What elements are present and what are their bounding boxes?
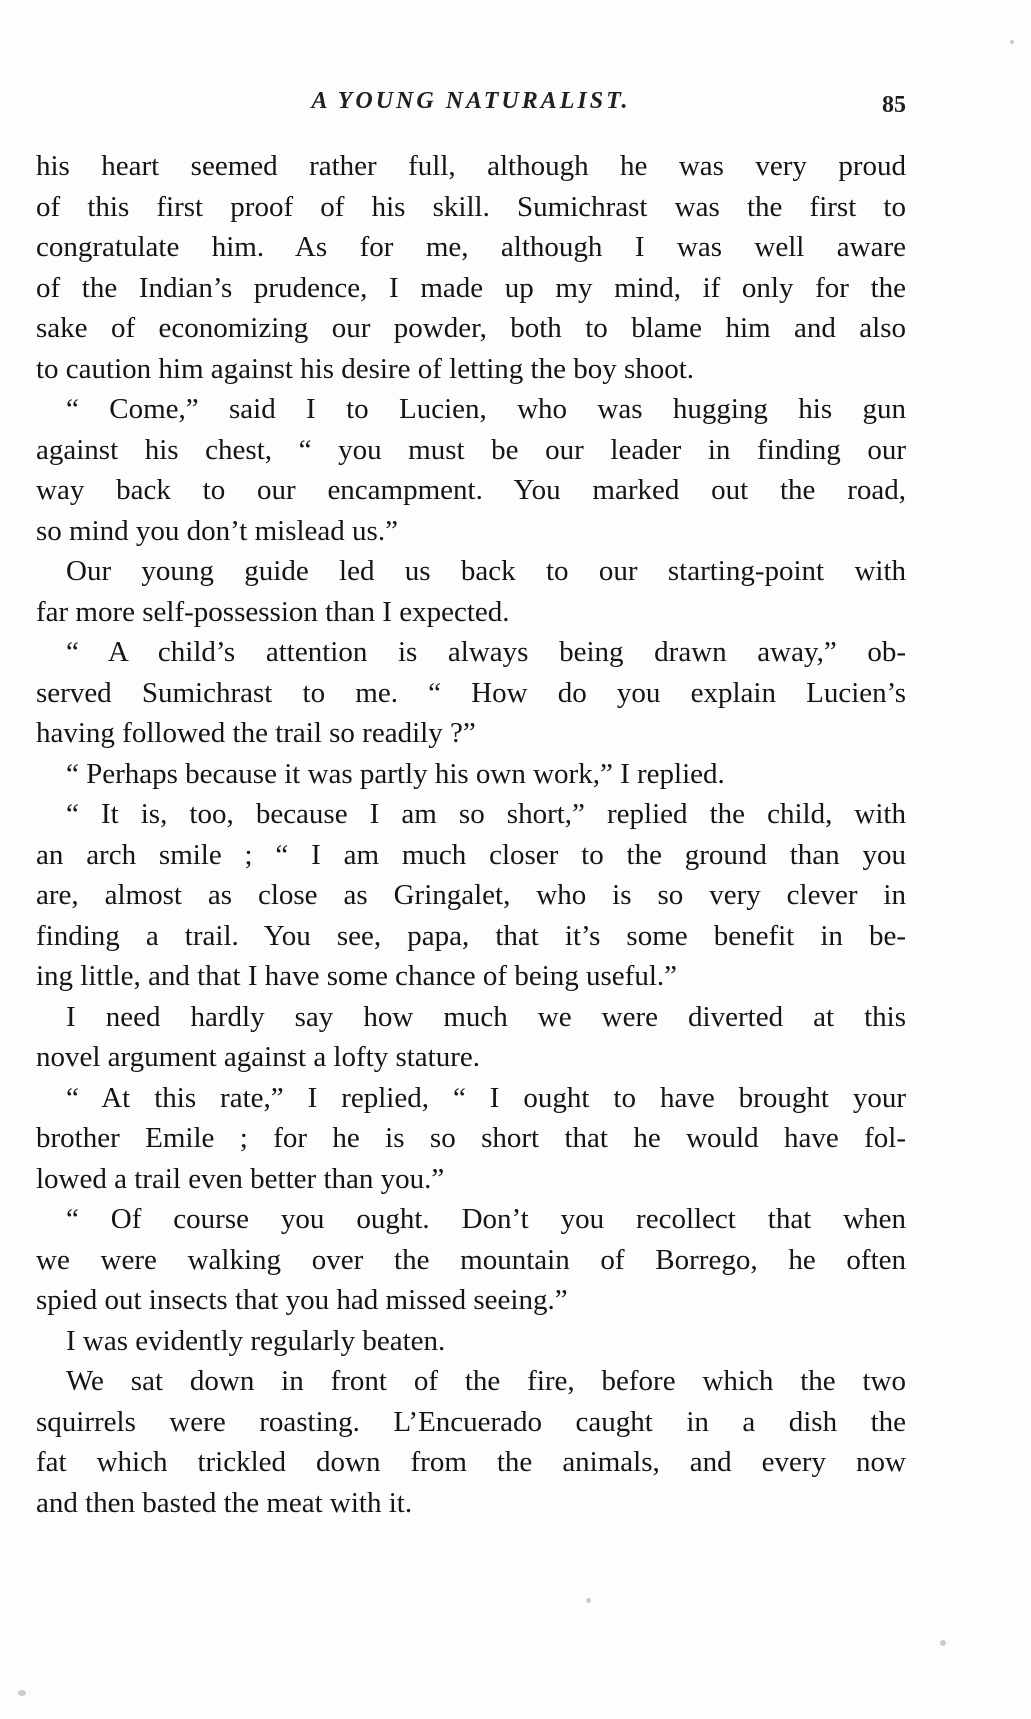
text-line: ing little, and that I have some chance of being useful.” bbox=[36, 960, 678, 992]
text-line: way back to our encampment. You marked out the road, bbox=[36, 474, 906, 506]
print-speck bbox=[18, 1690, 26, 1696]
text-line: congratulate him. As for me, although I was well aware bbox=[36, 231, 906, 263]
text-line: far more self-possession than I expected. bbox=[36, 595, 510, 628]
text-line: I need hardly say how much we were diverted at this bbox=[66, 1000, 906, 1033]
text-line: having followed the trail so readily ?” bbox=[36, 717, 476, 749]
text-line: “ Perhaps because it was partly his own work,” I replied. bbox=[66, 757, 725, 790]
text-line: lowed a trail even better than you.” bbox=[36, 1162, 445, 1195]
text-line: an arch smile ; “ I am much closer to the ground than you bbox=[36, 838, 906, 871]
print-speck bbox=[586, 1598, 591, 1603]
text-line: to caution him against his desire of letting the boy shoot. bbox=[36, 352, 695, 385]
text-line: brother Emile ; for he is so short that he would have fol- bbox=[36, 1122, 906, 1154]
body-text bbox=[36, 146, 906, 1523]
text-line: “ Come,” said I to Lucien, who was hugging his gun bbox=[66, 393, 906, 425]
text-line: so mind you don’t mislead us.” bbox=[36, 514, 398, 547]
text-line: and then basted the meat with it. bbox=[36, 1486, 413, 1519]
text-line: squirrels were roasting. L’Encuerado caught in a dish the bbox=[36, 1405, 906, 1438]
text-line: sake of economizing our powder, both to blame him and also bbox=[36, 312, 906, 344]
text-line: spied out insects that you had missed seeing.” bbox=[36, 1284, 568, 1316]
text-line: I was evidently regularly beaten. bbox=[66, 1324, 446, 1357]
text-line: Our young guide led us back to our starting-point with bbox=[66, 555, 906, 587]
print-speck bbox=[1010, 40, 1014, 44]
text-line: served Sumichrast to me. “ How do you explain Lucien’s bbox=[36, 676, 906, 709]
text-line: “ At this rate,” I replied, “ I ought to have brought your bbox=[66, 1081, 906, 1114]
text-line: novel argument against a lofty stature. bbox=[36, 1041, 481, 1073]
text-line: finding a trail. You see, papa, that it’s some benefit in be- bbox=[36, 919, 906, 952]
text-line: fat which trickled down from the animals, and every now bbox=[36, 1446, 906, 1478]
text-line: “ A child’s attention is always being drawn away,” ob- bbox=[66, 636, 906, 668]
page-number: 85 bbox=[882, 92, 906, 118]
text-line: “ Of course you ought. Don’t you recollect that when bbox=[66, 1203, 906, 1235]
running-title: A YOUNG NATURALIST. bbox=[311, 88, 631, 114]
text-line: against his chest, “ you must be our leader in finding our bbox=[36, 433, 906, 466]
text-line: are, almost as close as Gringalet, who is so very clever in bbox=[36, 879, 906, 911]
text-line: of the Indian’s prudence, I made up my mind, if only for the bbox=[36, 271, 906, 304]
text-line: We sat down in front of the fire, before which the two bbox=[66, 1365, 906, 1397]
running-head bbox=[36, 88, 906, 128]
print-speck bbox=[940, 1640, 946, 1646]
text-line: “ It is, too, because I am so short,” replied the child, with bbox=[66, 798, 906, 830]
text-line: his heart seemed rather full, although he was very proud bbox=[36, 150, 906, 182]
text-line: of this first proof of his skill. Sumichrast was the first to bbox=[36, 190, 906, 223]
text-line: we were walking over the mountain of Borrego, he often bbox=[36, 1243, 906, 1276]
